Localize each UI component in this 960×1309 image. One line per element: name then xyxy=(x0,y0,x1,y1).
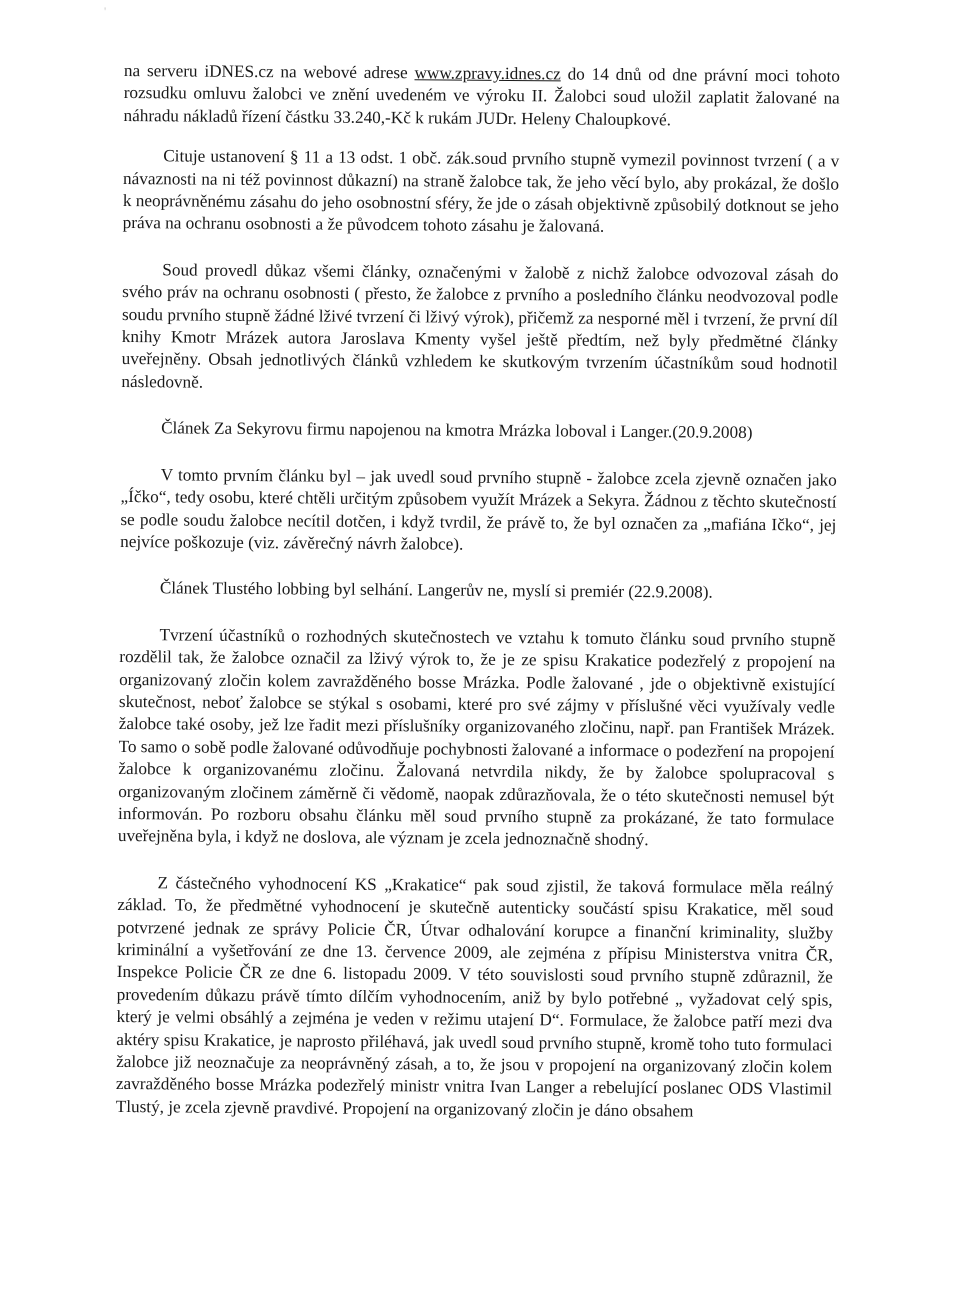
intro-lead: na serveru iDNES.cz na webové adrese xyxy=(123,60,415,83)
paragraph-intro xyxy=(123,60,840,133)
article-heading-1: Článek Za Sekyrovu firmu napojenou na kmotra Mrázka loboval i Langer.(20.9.2008) xyxy=(161,418,753,443)
paragraph-burden-of-proof: Cituje ustanovení § 11 a 13 odst. 1 obč. zák.soud prvního stupně vymezil povinnost tvrzení ( a v návaznosti na ni též povinnost důkazní) na straně žalobce tak, že jeho věcí bylo, aby prokázal, že došlo k neoprávněnému zásahu do jeho osobnostní sféry, že jde o zásah objektivně způsobilý dotknout se jeho práva na ochranu osobnosti a že původcem tohoto zásahu je žalovaná. xyxy=(122,146,840,237)
scan-mark: ' xyxy=(104,4,107,18)
paragraph-article-1: V tomto prvním článku byl – jak uvedl soud prvního stupně - žalobce zcela zjevně označen jako „Íčko“, tedy osobu, které chtěli určitým způsobem využít Mrázek a Sekyra. Žádnou z těchto skutečností se podle soudu žalobce necítil dotčen, i když tvrdil, že právě to, že byl označen za „mafiána Ičko“, jej nejvíce poškozuje (viz. závěrečný návrh žalobce). xyxy=(120,464,837,554)
web-address-link[interactable]: www.zpravy.idnes.cz xyxy=(414,63,561,84)
article-heading-2: Článek Tlustého lobbing byl selhání. Langerův ne, myslí si premiér (22.9.2008). xyxy=(159,578,713,602)
document-body xyxy=(116,60,840,1124)
paragraph-article-2: Tvrzení účastníků o rozhodných skutečnostech ve vztahu k tomuto článku soud prvního stupně rozdělil tak, že žalobce označil za lživý výrok to, že je ze spisu Krakatice podezřelý z propojení na organizovaný zločin kolem zavražděného bosse Mrázka. Podle žalované , jde o objektivně existující skutečnost, neboť žalobce se stýkal s osobami, které pro své zájmy v příslušné věci využívaly vedle žalobce také osoby, jež lze řadit mezi příslušníky organizovaného zločinu, např. pan František Mrázek. To samo o sobě podle žalované odůvodňuje pochybnosti žalované a informace o podezření na propojení žalobce k organizovanému zločinu. Žalovaná netvrdila nikdy, že by žalobce spolupracoval s organizovaným zločinem záměrně či vědomě, naopak zdůrazňovala, že o této skutečnosti nemusel být informován. Po rozboru obsahu článku měl soud prvního stupně za prokázané, že tato formulace uveřejněna byla, i když ne doslova, ale význam je zcela jednoznačně shodný. xyxy=(117,625,836,850)
intro-rest: do 14 dnů od dne právní moci tohoto rozsudku omluvu žalobci ve znění uvedeném ve výroku II. Žalobci soud uložil zaplatit žalované na náhradu nákladů řízení částku 33.240,-Kč k rukám JUDr. Heleny Chaloupkové. xyxy=(123,64,840,130)
paragraph-krakatice: Z částečného vyhodnocení KS „Krakatice“ pak soud zjistil, že taková formulace měla reálný základ. To, že předmětné vyhodnocení je skutečně autenticky součástí spisu Krakatice, měl soud potvrzené jednak ze správy Policie ČR, Útvar odhalování korupce a finanční kriminality, služby kriminální a vyšetřování ze dne 13. července 2009, ale zejména z přípisu Ministerstva vnitra ČR, Inspekce Policie ČR ze dne 6. listopadu 2009. V této souvislosti soud prvního stupně zdůraznil, že provedením důkazu právě tímto dílčím vyhodnocením, aniž by bylo potřebné „ vyžadovat celý spis, který je velmi obsáhlý a zejména je veden v režimu utajení D“. Formulace, že žalobce patří mezi dva aktéry spisu Krakatice, je naprosto přiléhavá, jak uvedl soud prvního stupně, kromě toho tuto formulaci žalobce již neoznačuje za neoprávněný zásah, a to, že jsou v propojení na organizovaný zločin kolem zavražděného bosse Mrázka podezřelý ministr vnitra Ivan Langer a rebelující poslanec ODS Vlastimil Tlustý, je zcela zjevně pravdivé. Propojení na organizovaný zločin je dáno obsahem xyxy=(115,873,834,1121)
paragraph-evidence: Soud provedl důkaz všemi články, označenými v žalobě z nichž žalobce odvozoval zásah do svého práv na ochranu osobnosti ( přesto, že žalobce z prvního a posledního článku neodvozoval podle soudu prvního stupně žádné lživé tvrzení či lživý výrok), přičemž za nesporné měl i tvrzení, že první díl knihy Kmotr Mrázek autora Jaroslava Kmenty vyšel ještě předtím, než byly předmětné články uveřejněny. Obsah jednotlivých článků vzhledem ke skutkovým tvrzením účastníkům soud hodnotil následovně. xyxy=(121,260,839,392)
